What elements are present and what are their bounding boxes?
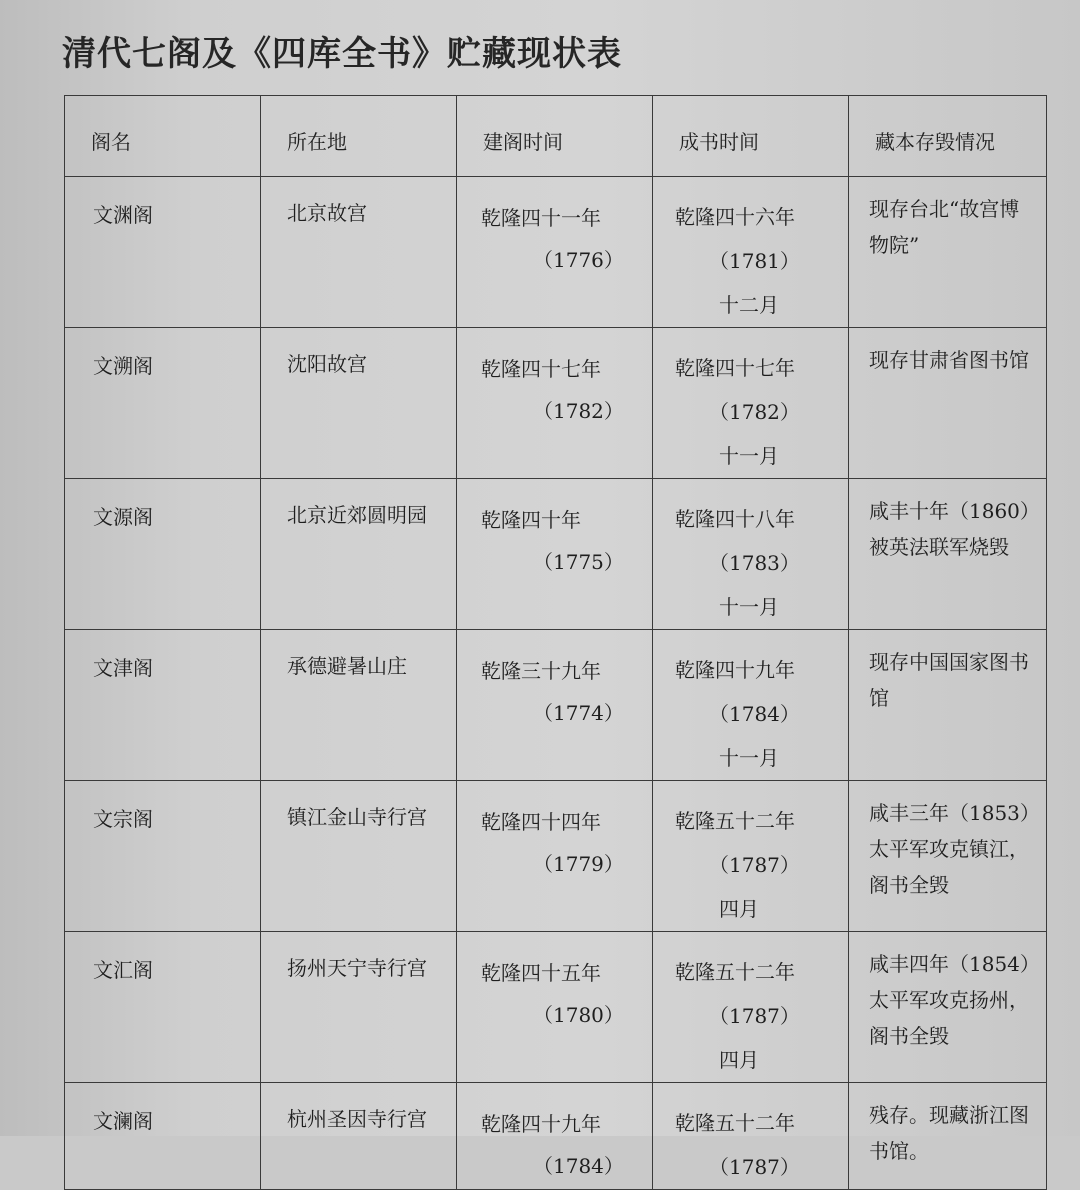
location: 北京近郊圆明园 xyxy=(287,503,427,527)
storage-status: 咸丰十年（1860）被英法联军烧毁 xyxy=(869,499,1030,559)
storage-status: 现存甘肃省图书馆 xyxy=(869,348,1029,372)
pavilion-name: 文汇阁 xyxy=(93,958,153,982)
location: 扬州天宁寺行宫 xyxy=(287,956,427,980)
completed-reign: 乾隆四十九年 xyxy=(675,658,795,682)
built-year: （1780） xyxy=(533,1003,624,1027)
built-year: （1784） xyxy=(533,1154,624,1178)
table-row xyxy=(65,1083,1047,1190)
built-year: （1782） xyxy=(533,399,624,423)
pavilion-name: 文澜阁 xyxy=(93,1109,153,1133)
header-location xyxy=(261,96,457,177)
completed-month: 十二月 xyxy=(719,293,779,317)
completed-reign: 乾隆四十八年 xyxy=(675,507,795,531)
completed-year: （1787） xyxy=(709,853,800,877)
pavilion-name: 文宗阁 xyxy=(93,807,153,831)
header-built xyxy=(457,96,653,177)
table-row xyxy=(65,630,1047,781)
location: 镇江金山寺行宫 xyxy=(287,805,427,829)
built-year: （1776） xyxy=(533,248,624,272)
storage-status: 残存。现藏浙江图书馆。 xyxy=(869,1103,1029,1163)
built-reign: 乾隆三十九年 xyxy=(481,659,601,683)
completed-reign: 乾隆五十二年 xyxy=(675,960,795,984)
pavilion-name: 文津阁 xyxy=(93,656,153,680)
completed-reign: 乾隆五十二年 xyxy=(675,809,795,833)
header-completed xyxy=(653,96,849,177)
storage-status: 咸丰四年（1854）太平军攻克扬州，阁书全毁 xyxy=(869,952,1030,1048)
table-row xyxy=(65,328,1047,479)
completed-reign: 乾隆五十二年 xyxy=(675,1111,795,1135)
completed-reign: 乾隆四十六年 xyxy=(675,205,795,229)
pavilion-name: 文渊阁 xyxy=(93,203,153,227)
storage-status: 现存中国国家图书馆 xyxy=(869,650,1029,710)
completed-year: （1787） xyxy=(709,1004,800,1028)
completed-month: 四月 xyxy=(719,1048,759,1072)
page-title: 清代七阁及《四库全书》贮藏现状表 xyxy=(62,34,622,74)
table-row xyxy=(65,932,1047,1083)
storage-status: 咸丰三年（1853）太平军攻克镇江，阁书全毁 xyxy=(869,801,1030,897)
storage-status: 现存台北“故宫博物院” xyxy=(869,197,1020,257)
completed-month: 十一月 xyxy=(719,595,779,619)
completed-month: 十一月 xyxy=(719,746,779,770)
completed-year: （1782） xyxy=(709,400,800,424)
storage-table xyxy=(64,95,1047,1190)
table-row xyxy=(65,479,1047,630)
completed-reign: 乾隆四十七年 xyxy=(675,356,795,380)
location: 杭州圣因寺行宫 xyxy=(287,1107,427,1131)
header-status xyxy=(849,96,1047,177)
completed-year: （1787） xyxy=(709,1155,800,1179)
built-year: （1779） xyxy=(533,852,624,876)
header-label: 建阁时间 xyxy=(483,130,563,154)
completed-year: （1784） xyxy=(709,702,800,726)
location: 沈阳故宫 xyxy=(287,352,367,376)
built-year: （1775） xyxy=(533,550,624,574)
built-reign: 乾隆四十七年 xyxy=(481,357,601,381)
completed-month: 十一月 xyxy=(719,444,779,468)
table-header-row xyxy=(65,96,1047,177)
header-label: 所在地 xyxy=(287,130,347,154)
completed-year: （1781） xyxy=(709,249,800,273)
header-pavilion xyxy=(65,96,261,177)
built-reign: 乾隆四十四年 xyxy=(481,810,601,834)
header-label: 成书时间 xyxy=(679,130,759,154)
built-year: （1774） xyxy=(533,701,624,725)
built-reign: 乾隆四十一年 xyxy=(481,206,601,230)
header-label: 藏本存毁情况 xyxy=(875,130,995,154)
location: 承德避暑山庄 xyxy=(287,654,407,678)
built-reign: 乾隆四十五年 xyxy=(481,961,601,985)
table-row xyxy=(65,781,1047,932)
pavilion-name: 文溯阁 xyxy=(93,354,153,378)
header-label: 阁名 xyxy=(91,130,131,154)
completed-year: （1783） xyxy=(709,551,800,575)
location: 北京故宫 xyxy=(287,201,367,225)
pavilion-name: 文源阁 xyxy=(93,505,153,529)
table-row xyxy=(65,177,1047,328)
built-reign: 乾隆四十年 xyxy=(481,508,581,532)
built-reign: 乾隆四十九年 xyxy=(481,1112,601,1136)
completed-month: 四月 xyxy=(719,897,759,921)
